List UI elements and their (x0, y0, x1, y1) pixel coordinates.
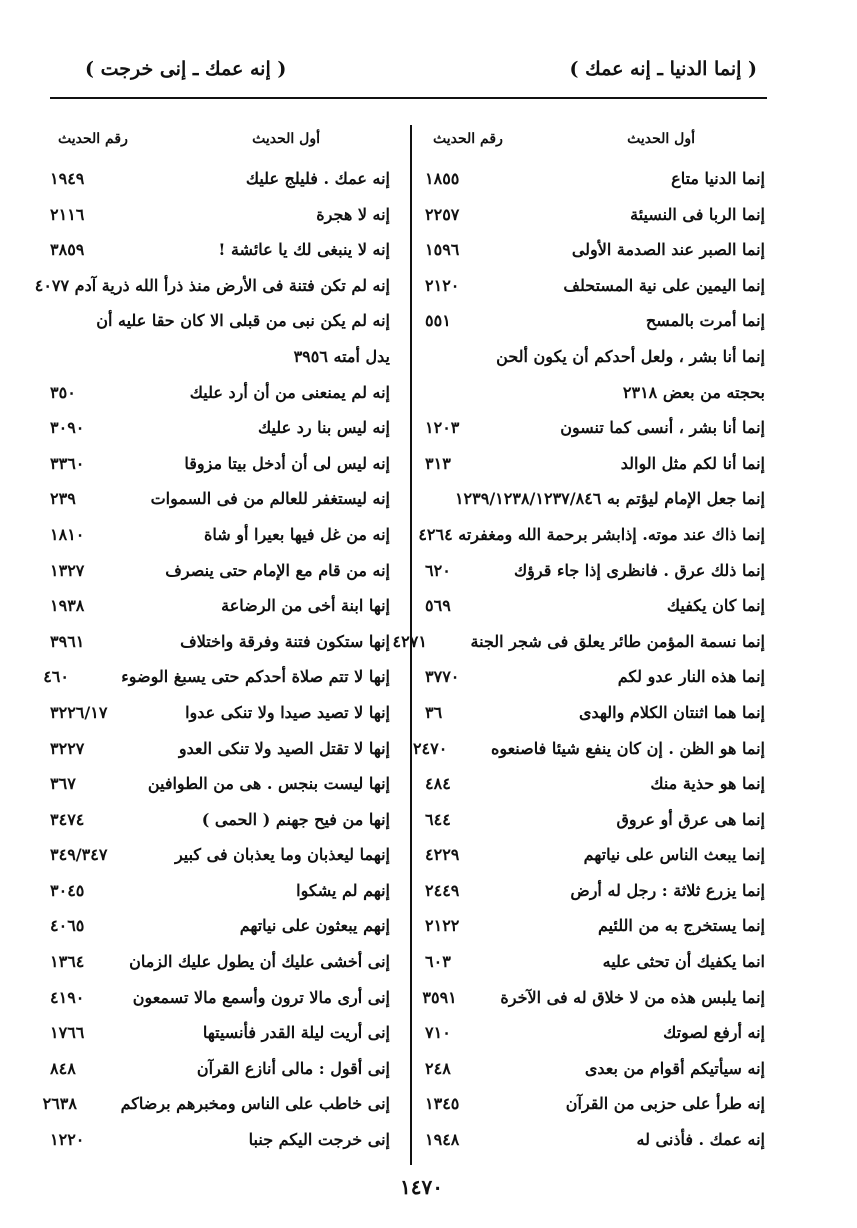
index-entry (50, 908, 390, 944)
hadith-opening: إنه لا ينبغى لك يا عائشة ! (218, 240, 390, 260)
index-entry (42, 1086, 390, 1122)
index-entry (425, 1086, 765, 1122)
hadith-opening: إنه عمك . فأذنى له (636, 1130, 765, 1150)
hadith-number: ٧١٠ (425, 1023, 451, 1043)
index-entry (425, 1122, 765, 1158)
hadith-number: ٥٥١ (425, 311, 451, 331)
hadith-opening: انما يكفيك أن تحثى عليه (602, 952, 765, 972)
hadith-number: ١٩٤٩ (50, 169, 85, 188)
index-entry (50, 980, 390, 1016)
hadith-opening: إنما كان يكفيك (666, 596, 765, 616)
index-entry (50, 410, 390, 446)
hadith-number: ٣٢٢٧ (50, 738, 85, 758)
hadith-number: ٢٣٩ (50, 489, 76, 509)
hadith-opening: إنما أنا لكم مثل الوالد (620, 453, 765, 473)
column-header-number: رقم الحديث (433, 131, 503, 147)
running-header-right: ( إنما الدنيا ـ إنه عمك ) (569, 58, 757, 80)
index-entry (50, 517, 390, 553)
hadith-number: ٢٢٥٧ (425, 204, 460, 224)
hadith-number: ٨٤٨ (50, 1058, 76, 1078)
index-entry (425, 695, 765, 731)
index-column-right (392, 125, 765, 1158)
hadith-number: ٣٩٦١ (50, 631, 85, 651)
index-entry (425, 553, 765, 589)
index-entry (50, 197, 390, 233)
index-entry (418, 517, 765, 553)
index-entry (50, 766, 390, 802)
hadith-opening: بحجته من بعض ٢٣١٨ (622, 382, 765, 402)
hadith-opening: إنه طرأ على حزبى من القرآن (565, 1094, 765, 1114)
hadith-number: ٢٤٧٠ (412, 738, 448, 758)
hadith-opening: إنى خرجت اليكم جنبا (248, 1130, 390, 1150)
index-rows (34, 161, 390, 1158)
hadith-number: ٤١٩٠ (50, 987, 85, 1007)
hadith-opening: إنما أنا بشر ، ولعل أحدكم أن يكون ألحن (496, 346, 765, 366)
column-header-number: رقم الحديث (58, 131, 128, 147)
hadith-opening: إنما نسمة المؤمن طائر يعلق فى شجر الجنة (470, 631, 765, 651)
hadith-opening: إنه أرفع لصوتك (663, 1023, 765, 1043)
index-entry (425, 446, 765, 482)
index-entry (50, 1051, 390, 1087)
hadith-opening: إنها ستكون فتنة وفرقة واختلاف (180, 631, 390, 651)
index-entry (50, 873, 390, 909)
hadith-opening: إنما الصبر عند الصدمة الأولى (571, 240, 765, 260)
hadith-opening: إنها لا تقتل الصيد ولا تنكى العدو (178, 738, 390, 758)
index-entry (425, 161, 765, 197)
hadith-opening: إنما أنا بشر ، أنسى كما تنسون (560, 418, 765, 438)
hadith-opening: إنه سيأتيكم أقوام من بعدى (584, 1058, 765, 1078)
hadith-opening: إنى أريت ليلة القدر فأنسيتها (202, 1023, 390, 1043)
hadith-opening: إنما هو حذية منك (650, 774, 765, 794)
hadith-opening: إنه من غل فيها بعيرا أو شاة (204, 524, 390, 544)
hadith-opening: إنها ليست بنجس . هى من الطوافين (147, 774, 390, 794)
hadith-number: ٢١٢٠ (425, 275, 460, 295)
index-entry (425, 1015, 765, 1051)
hadith-number: ١٣٦٤ (50, 952, 85, 972)
hadith-opening: إنما أمرت بالمسح (645, 311, 765, 331)
index-entry (425, 908, 765, 944)
hadith-opening: إنها من فيح جهنم ( الحمى ) (201, 809, 390, 829)
hadith-number: ١٣٢٧ (50, 560, 85, 580)
hadith-opening: إنما هما اثنتان الكلام والهدى (579, 702, 765, 722)
index-entry (50, 1122, 390, 1158)
hadith-number: ٢٤٤٩ (425, 880, 460, 900)
hadith-opening: إنها لا تتم صلاة أحدكم حتى يسبغ الوضوء (121, 667, 390, 687)
hadith-opening: إنما هذه النار عدو لكم (617, 667, 765, 687)
hadith-opening: إنه عمك . فليلج عليك (245, 169, 390, 188)
index-entry (425, 268, 765, 304)
hadith-number: ٣٦ (425, 702, 443, 722)
page-number: ١٤٧٠ (400, 1175, 443, 1199)
hadith-opening: إنى أخشى عليك أن يطول عليك الزمان (129, 952, 390, 972)
hadith-number: ٦٢٠ (425, 560, 451, 580)
hadith-opening: إنما الدنيا متاع (671, 169, 765, 188)
index-entry (425, 197, 765, 233)
index-entry (50, 161, 390, 197)
hadith-opening: إنهم لم يشكوا (296, 880, 390, 900)
hadith-opening: إنها لا تصيد صيدا ولا تنكى عدوا (185, 702, 390, 722)
hadith-opening: إنما يستخرج به من اللئيم (597, 916, 765, 936)
index-entry (50, 303, 390, 339)
hadith-opening: إنها ابنة أخى من الرضاعة (221, 596, 390, 616)
index-entry (392, 624, 765, 660)
index-entry (50, 624, 390, 660)
hadith-opening: إنما يلبس هذه من لا خلاق له فى الآخرة (500, 987, 765, 1007)
hadith-opening: إنما يبعث الناس على نياتهم (583, 845, 765, 865)
index-entry (425, 303, 765, 339)
index-entry (425, 659, 765, 695)
hadith-opening: إنه ليس لى أن أدخل بيتا مزوقا (184, 453, 390, 473)
index-entry (425, 837, 765, 873)
hadith-number: ٢٤٨ (425, 1058, 451, 1078)
hadith-opening: إنهم يبعثون على نياتهم (239, 916, 390, 936)
hadith-opening: إنما هى عرق أو عروق (616, 809, 765, 829)
hadith-number: ٣٥٠ (50, 382, 76, 402)
hadith-number: ١٩٣٨ (50, 596, 85, 616)
index-entry (43, 659, 390, 695)
hadith-opening: إنه ليس بنا رد عليك (257, 418, 390, 438)
hadith-opening: إنما اليمين على نية المستحلف (563, 275, 765, 295)
index-entry (425, 766, 765, 802)
hadith-number: ٣٠٩٠ (50, 418, 85, 438)
hadith-opening: إنما جعل الإمام ليؤتم به ١٢٣٩/١٢٣٨/١٢٣٧/٨٤٦ (454, 489, 765, 509)
hadith-number: ٦٤٤ (425, 809, 451, 829)
hadith-number: ٣٦٧ (50, 774, 76, 794)
index-entry (425, 481, 765, 517)
hadith-number: ٤٨٤ (425, 774, 451, 794)
hadith-number: ٣٤٧٤ (50, 809, 85, 829)
index-entry (50, 481, 390, 517)
index-entry (422, 980, 765, 1016)
hadith-number: ٢١٢٢ (425, 916, 460, 936)
hadith-number: ٥٦٩ (425, 596, 451, 616)
hadith-number: ١٥٩٦ (425, 240, 460, 260)
index-entry (50, 375, 390, 411)
index-entry (425, 873, 765, 909)
hadith-number: ٢١١٦ (50, 204, 85, 224)
hadith-number: ٣٣٦٠ (50, 453, 85, 473)
index-entry (425, 375, 765, 411)
column-header (50, 125, 390, 161)
hadith-number: ١٩٤٨ (425, 1130, 460, 1150)
index-entry (425, 232, 765, 268)
index-entry (425, 802, 765, 838)
index-entry (34, 268, 390, 304)
index-entry (50, 1015, 390, 1051)
hadith-number: ١٨١٠ (50, 524, 85, 544)
index-entry (50, 339, 390, 375)
index-entry (425, 588, 765, 624)
hadith-opening: إنما يزرع ثلاثة : رجل له أرض (570, 880, 765, 900)
hadith-number: ٣١٣ (425, 453, 451, 473)
hadith-number: ١٨٥٥ (425, 169, 460, 188)
hadith-opening: إنى أرى مالا ترون وأسمع مالا تسمعون (132, 987, 390, 1007)
index-rows (392, 161, 765, 1158)
hadith-number: ٢٦٣٨ (42, 1094, 77, 1114)
index-entry (50, 837, 390, 873)
index-entry (412, 731, 765, 767)
hadith-number: ٣٤٩/٣٤٧ (50, 845, 108, 865)
hadith-opening: إنى خاطب على الناس ومخبرهم برضاكم (120, 1094, 390, 1114)
hadith-number: ٣٥٩١ (422, 987, 457, 1007)
running-header-left: ( إنه عمك ـ إنى خرجت ) (85, 58, 287, 80)
hadith-opening: إنه لا هجرة (316, 204, 390, 224)
hadith-number: ٣٧٧٠ (425, 667, 460, 687)
hadith-opening: إنما ذلك عرق . فانظرى إذا جاء قرؤك (513, 560, 765, 580)
hadith-opening: إنه ليستغفر للعالم من فى السموات (150, 489, 390, 509)
index-entry (50, 232, 390, 268)
index-entry (50, 731, 390, 767)
index-entry (50, 802, 390, 838)
column-header-first: أول الحديث (252, 131, 320, 147)
hadith-opening: إنه لم يمنعنى من أن أرد عليك (189, 382, 390, 402)
hadith-number: ٣٠٤٥ (50, 880, 85, 900)
hadith-opening: إنما الربا فى النسيئة (630, 204, 765, 224)
index-entry (425, 410, 765, 446)
hadith-opening: إنه لم يكن نبى من قبلى الا كان حقا عليه أن (96, 311, 390, 331)
hadith-opening: إنى أقول : مالى أنازع القرآن (196, 1058, 390, 1078)
index-entry (50, 588, 390, 624)
index-entry (425, 1051, 765, 1087)
hadith-number: ١٧٦٦ (50, 1023, 85, 1043)
index-entry (425, 339, 765, 375)
hadith-number: ٦٠٣ (425, 952, 451, 972)
hadith-opening: إنه من قام مع الإمام حتى ينصرف (165, 560, 390, 580)
index-entry (50, 944, 390, 980)
index-column-left (34, 125, 390, 1158)
hadith-opening: إنهما ليعذبان وما يعذبان فى كبير (174, 845, 390, 865)
index-entry (425, 944, 765, 980)
header-rule (50, 97, 767, 99)
hadith-number: ١٢٠٣ (425, 418, 460, 438)
hadith-opening: يدل أمته ٣٩٥٦ (293, 346, 390, 366)
hadith-number: ٤٢٧١ (392, 631, 427, 651)
index-entry (50, 553, 390, 589)
hadith-number: ٣٢٢٦/١٧ (50, 702, 108, 722)
hadith-opening: إنه لم تكن فتنة فى الأرض منذ ذرأ الله ذرية آدم ٤٠٧٧ (34, 275, 390, 295)
hadith-number: ٤٢٢٩ (425, 845, 460, 865)
hadith-number: ٤٦٠ (43, 667, 69, 687)
hadith-opening: إنما ذاك عند موته. إذابشر برحمة الله ومغفرته ٤٢٦٤ (418, 524, 765, 544)
index-entry (50, 446, 390, 482)
column-header (425, 125, 765, 161)
hadith-number: ٤٠٦٥ (50, 916, 85, 936)
hadith-number: ٣٨٥٩ (50, 240, 85, 260)
hadith-number: ١٢٢٠ (50, 1130, 85, 1150)
hadith-number: ١٣٤٥ (425, 1094, 460, 1114)
column-header-first: أول الحديث (627, 131, 695, 147)
hadith-opening: إنما هو الظن . إن كان ينفع شيئا فاصنعوه (490, 738, 765, 758)
index-entry (50, 695, 390, 731)
